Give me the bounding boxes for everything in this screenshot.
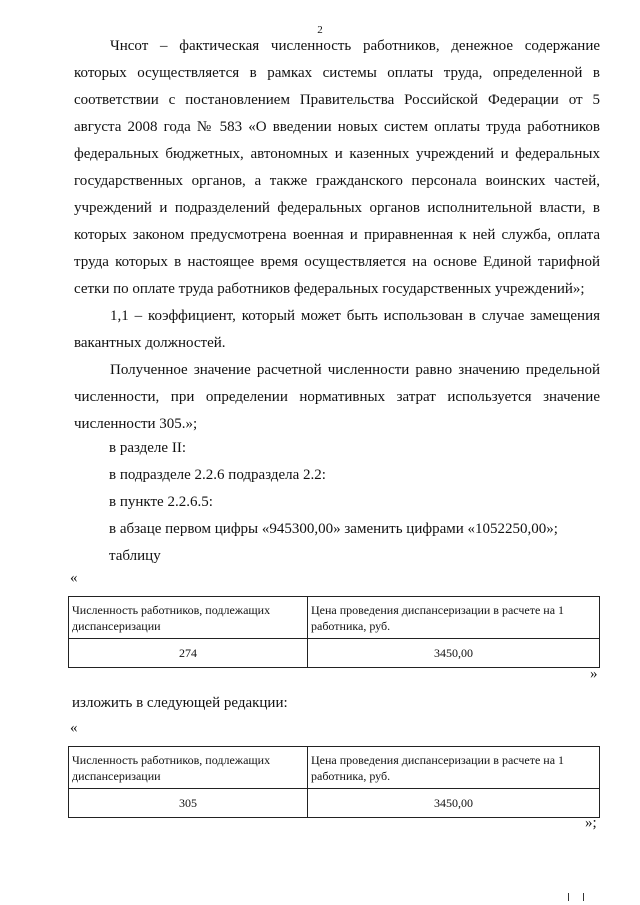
paragraph-calculated-headcount: Полученное значение расчетной численности равно значению предельной численности, при определении нормативных затрат используется значение численности 305.»; [74,362,600,432]
quote-close-new: »; [585,815,597,831]
table-new-col1-header: Численность работников, подлежащих диспансеризации [69,747,308,789]
scan-mark-left [568,893,569,901]
table-old [68,596,600,668]
table-old-header-row [69,597,600,639]
table-old-value-row [69,639,600,668]
instruction-paragraph-change: в абзаце первом цифры «945300,00» заменить цифрами «1052250,00»; [109,521,558,537]
quote-open-new: « [70,720,78,736]
table-new [68,746,600,818]
quote-close-old: » [590,666,598,682]
instruction-item: в пункте 2.2.6.5: [109,494,213,510]
table-old-col2-header: Цена проведения диспансеризации в расчете на 1 работника, руб. [308,597,600,639]
scan-mark-right [583,893,584,901]
table-new-col2-header: Цена проведения диспансеризации в расчете на 1 работника, руб. [308,747,600,789]
quote-open-old: « [70,570,78,586]
table-new-col1-value: 305 [69,789,308,818]
instruction-section: в разделе II: [109,440,186,456]
table-new-col2-value: 3450,00 [308,789,600,818]
table-old-col2-value: 3450,00 [308,639,600,668]
instruction-subsection: в подразделе 2.2.6 подраздела 2.2: [109,467,326,483]
paragraph-coefficient: 1,1 – коэффициент, который может быть использован в случае замещения вакантных должностей. [74,308,600,351]
table-old-col1-value: 274 [69,639,308,668]
page-number: 2 [317,24,323,36]
instruction-table-word: таблицу [109,548,161,564]
new-edition-text: изложить в следующей редакции: [72,695,288,711]
table-new-value-row [69,789,600,818]
table-old-col1-header: Численность работников, подлежащих диспансеризации [69,597,308,639]
table-new-header-row [69,747,600,789]
paragraph-definition-chnsot: Чнсот – фактическая численность работников, денежное содержание которых осуществляется в рамках системы оплаты труда, определенной в соответствии с постановлением Правительства Российской Федерации от 5 августа 2008 года № 583 «О введении новых систем оплаты труда работников федеральных бюджетных, автономных и казенных учреждений и федеральных государственных органов, а также гражданского персонала воинских частей, учреждений и подразделений федеральных органов исполнительной власти, в которых законом предусмотрена военная и приравненная к ней служба, оплата труда которых в настоящее время осуществляется на основе Единой тарифной сетки по оплате труда работников федеральных государственных учреждений»; [74,38,600,297]
